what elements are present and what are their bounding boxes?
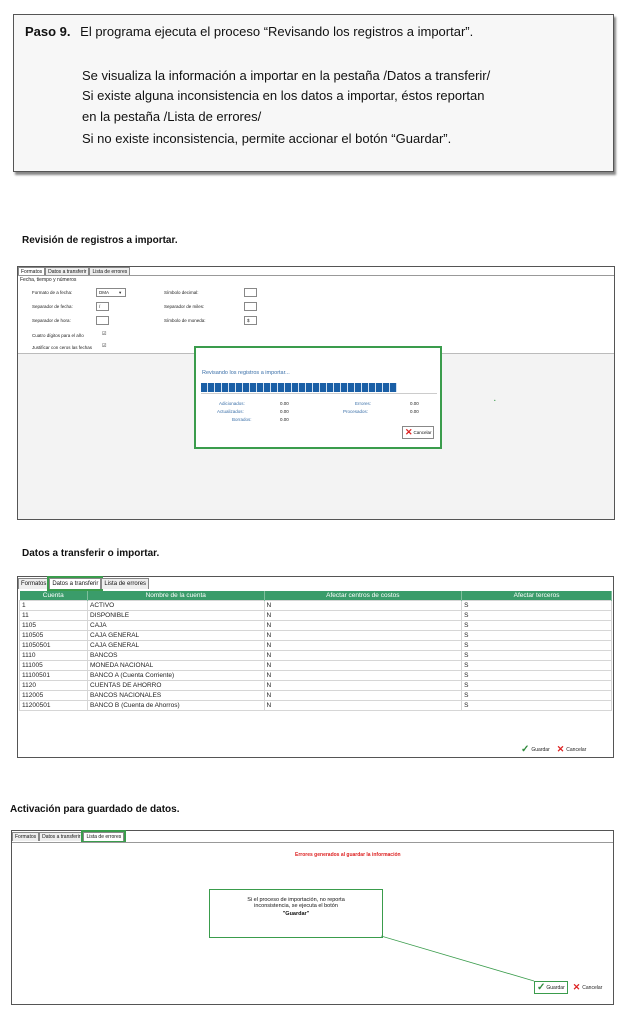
table-cell: S (462, 631, 612, 641)
step-intro: El programa ejecuta el proceso “Revisando los registros a importar”. (80, 24, 474, 39)
table-row[interactable] (20, 671, 612, 681)
progress-segment (396, 383, 397, 392)
table-row[interactable] (20, 651, 612, 661)
time-sep-input[interactable] (96, 316, 109, 325)
progress-segment (242, 383, 243, 392)
table-row[interactable] (20, 611, 612, 621)
errors-label: Errores: (355, 401, 372, 406)
progress-segment (270, 383, 271, 392)
thousands-label: Separador de miles: (164, 304, 205, 309)
table-cell: N (264, 691, 462, 701)
date-format-select[interactable] (96, 288, 126, 297)
group-title: Fecha, tiempo y números (20, 277, 77, 283)
table-cell: 112005 (20, 691, 88, 701)
progress-segment (326, 383, 327, 392)
tab-formatos[interactable]: Formatos (12, 832, 39, 841)
added-value: 0.00 (280, 401, 289, 406)
table-cell: N (264, 601, 462, 611)
table-cell: N (264, 681, 462, 691)
section-title-review: Revisión de registros a importar. (22, 235, 178, 246)
table-cell: N (264, 661, 462, 671)
thousands-input[interactable] (244, 302, 257, 311)
added-label: Adicionados: (219, 401, 245, 406)
table-row[interactable] (20, 631, 612, 641)
date-sep-input[interactable] (96, 302, 109, 311)
table-cell: N (264, 611, 462, 621)
progress-segment (235, 383, 236, 392)
progress-segment (214, 383, 215, 392)
date-format-value: DMA (99, 290, 109, 295)
table-cell: N (264, 641, 462, 651)
table-cell: S (462, 701, 612, 711)
close-icon: ✕ (405, 427, 413, 437)
progress-segment (249, 383, 250, 392)
col-terceros[interactable]: Afectar terceros (462, 591, 612, 601)
decimal-label: Símbolo decimal: (164, 290, 199, 295)
transfer-window (17, 576, 614, 758)
table-cell: N (264, 701, 462, 711)
progress-segment (382, 383, 383, 392)
table-cell: N (264, 651, 462, 661)
progress-segment (389, 383, 390, 392)
table-header-row (20, 591, 612, 601)
progress-segment (319, 383, 320, 392)
save-button[interactable] (534, 981, 568, 994)
save-label: Guardar (546, 984, 565, 991)
processed-label: Procesados: (343, 409, 369, 414)
transfer-tabs (18, 578, 149, 589)
table-cell: 11200501 (20, 701, 88, 711)
table-cell: BANCOS (88, 651, 264, 661)
table-cell: ACTIVO (88, 601, 264, 611)
table-cell: S (462, 691, 612, 701)
tab-datos-transferir[interactable]: Datos a transferir (45, 267, 89, 276)
progress-segment (298, 383, 299, 392)
table-cell: 11100501 (20, 671, 88, 681)
updated-value: 0.00 (280, 409, 289, 414)
transfer-actions (521, 744, 586, 755)
chevron-down-icon: ▾ (119, 290, 122, 295)
cancel-button[interactable]: Cancelar (582, 984, 603, 991)
progress-segment (256, 383, 257, 392)
table-row[interactable] (20, 701, 612, 711)
table-cell: S (462, 641, 612, 651)
table-cell: BANCO B (Cuenta de Ahorros) (88, 701, 264, 711)
progress-segment (277, 383, 278, 392)
progress-segment (368, 383, 369, 392)
table-cell: 1110 (20, 651, 88, 661)
callout-line-2: inconsistencia, se ejecuta el botón (254, 903, 338, 909)
progress-segment (375, 383, 376, 392)
progress-segment (284, 383, 285, 392)
decimal-input[interactable] (244, 288, 257, 297)
step-description-box (13, 14, 614, 172)
table-cell: N (264, 671, 462, 681)
table-cell: 1120 (20, 681, 88, 691)
step-label: Paso 9. (25, 24, 71, 39)
section-title-transfer: Datos a transferir o importar. (22, 548, 160, 559)
progress-segment (207, 383, 208, 392)
table-cell: 1105 (20, 621, 88, 631)
progress-segment (354, 383, 355, 392)
progress-segment (305, 383, 306, 392)
progress-title: Revisando los registros a importar... (202, 370, 290, 376)
table-cell: BANCOS NACIONALES (88, 691, 264, 701)
progress-segment (291, 383, 292, 392)
close-icon: ✕ (572, 982, 581, 992)
table-cell: 1 (20, 601, 88, 611)
deleted-value: 0.00 (280, 417, 289, 422)
check-icon: ✓ (521, 744, 530, 755)
table-cell: CAJA GENERAL (88, 631, 264, 641)
check-icon: ✓ (537, 982, 546, 993)
transfer-table (19, 591, 612, 711)
tab-formatos[interactable]: Formatos (18, 267, 45, 276)
table-row[interactable] (20, 661, 612, 671)
errors-value: 0.00 (410, 401, 419, 406)
col-centros-costos[interactable]: Afectar centros de costos (264, 591, 462, 601)
col-nombre[interactable]: Nombre de la cuenta (88, 591, 264, 601)
step-line-4: en la pestaña /Lista de errores/ (82, 109, 262, 124)
progress-segment (263, 383, 264, 392)
close-icon: ✕ (556, 744, 565, 754)
progress-segment (333, 383, 334, 392)
year-digits-checkbox[interactable]: ☑ (102, 331, 107, 337)
table-row[interactable] (20, 691, 612, 701)
table-cell: S (462, 601, 612, 611)
step-line-3: Si existe alguna inconsistencia en los datos a importar, éstos reportan (82, 88, 485, 103)
progress-dialog (194, 346, 442, 449)
table-row[interactable] (20, 621, 612, 631)
step-line-1 (25, 24, 473, 39)
table-row[interactable] (20, 681, 612, 691)
tab-datos-transferir[interactable]: Datos a transferir (39, 832, 83, 841)
table-cell: S (462, 661, 612, 671)
currency-input[interactable] (244, 316, 257, 325)
callout-connector (12, 831, 613, 1004)
section-title-save: Activación para guardado de datos. (10, 804, 180, 815)
table-cell: S (462, 651, 612, 661)
processed-value: 0.00 (410, 409, 419, 414)
table-cell: S (462, 671, 612, 681)
date-sep-label: Separador de fecha: (32, 304, 73, 309)
progress-segment (361, 383, 362, 392)
progress-segment (347, 383, 348, 392)
currency-value: $ (247, 318, 250, 323)
currency-label: Símbolo de moneda: (164, 318, 206, 323)
save-window (11, 830, 614, 1005)
table-cell: S (462, 621, 612, 631)
progress-segment (312, 383, 313, 392)
table-row[interactable] (20, 641, 612, 651)
progress-segment (228, 383, 229, 392)
step-line-2: Se visualiza la información a importar en la pestaña /Datos a transferir/ (82, 68, 491, 83)
progress-segment (221, 383, 222, 392)
table-cell: S (462, 681, 612, 691)
callout-line-3: "Guardar" (282, 911, 310, 917)
tab-lista-errores[interactable]: Lista de errores (101, 578, 149, 589)
date-format-label: Formato de a fecha: (32, 290, 73, 295)
progress-segment (340, 383, 341, 392)
tab-lista-errores[interactable]: Lista de errores (89, 267, 130, 276)
table-cell: 11 (20, 611, 88, 621)
review-window: Formatos Datos a transferir Lista de errores Fecha, tiempo y números Formato de a fecha: DMA ▾ Separador de fecha: / Separador de hora: Cuatro dígitos para el año ☑ Justificar con ceros las fechas ☑ Símbolo decimal: Separador de miles: Símbolo de moneda: $ • Revisando los registros a importar... Adicionados: 0.00 Actualizados: 0.00 Borrados: 0.00 Errores: 0.00 Procesados: 0.00 ✕ Cancelar (17, 266, 615, 520)
date-sep-value: / (99, 304, 101, 309)
table-cell: 11050501 (20, 641, 88, 651)
table-cell: MONEDA NACIONAL (88, 661, 264, 671)
table-cell: CAJA GENERAL (88, 641, 264, 651)
table-cell: N (264, 621, 462, 631)
tab-lista-errores[interactable]: Lista de errores (83, 832, 124, 841)
cancel-label: Cancelar (413, 430, 432, 435)
tab-datos-transferir[interactable]: Datos a transferir (49, 578, 101, 589)
col-cuenta[interactable]: Cuenta (20, 591, 88, 601)
table-row[interactable] (20, 601, 612, 611)
step-line-5: Si no existe inconsistencia, permite accionar el botón “Guardar”. (82, 131, 452, 146)
table-cell: 111005 (20, 661, 88, 671)
tab-formatos[interactable]: Formatos (18, 578, 49, 589)
save-actions (534, 981, 602, 994)
error-header: Errores generados al guardar la información (295, 852, 401, 858)
table-cell: CUENTAS DE AHORRO (88, 681, 264, 691)
save-button[interactable]: Guardar (531, 746, 550, 753)
callout-line-1: Si el proceso de importación, no reporta (247, 897, 345, 903)
table-cell: N (264, 631, 462, 641)
deleted-label: Borrados: (232, 417, 252, 422)
table-cell: BANCO A (Cuenta Corriente) (88, 671, 264, 681)
year-digits-label: Cuatro dígitos para el año (32, 333, 84, 338)
table-cell: DISPONIBLE (88, 611, 264, 621)
table-cell: S (462, 611, 612, 621)
justify-checkbox[interactable]: ☑ (102, 343, 107, 349)
table-cell: CAJA (88, 621, 264, 631)
time-sep-label: Separador de hora: (32, 318, 71, 323)
table-cell: 110505 (20, 631, 88, 641)
cancel-button[interactable]: Cancelar (566, 746, 587, 753)
justify-label: Justificar con ceros las fechas (32, 345, 93, 350)
progress-bar (201, 383, 397, 392)
updated-label: Actualizados: (217, 409, 244, 414)
cancel-button[interactable] (402, 426, 434, 439)
